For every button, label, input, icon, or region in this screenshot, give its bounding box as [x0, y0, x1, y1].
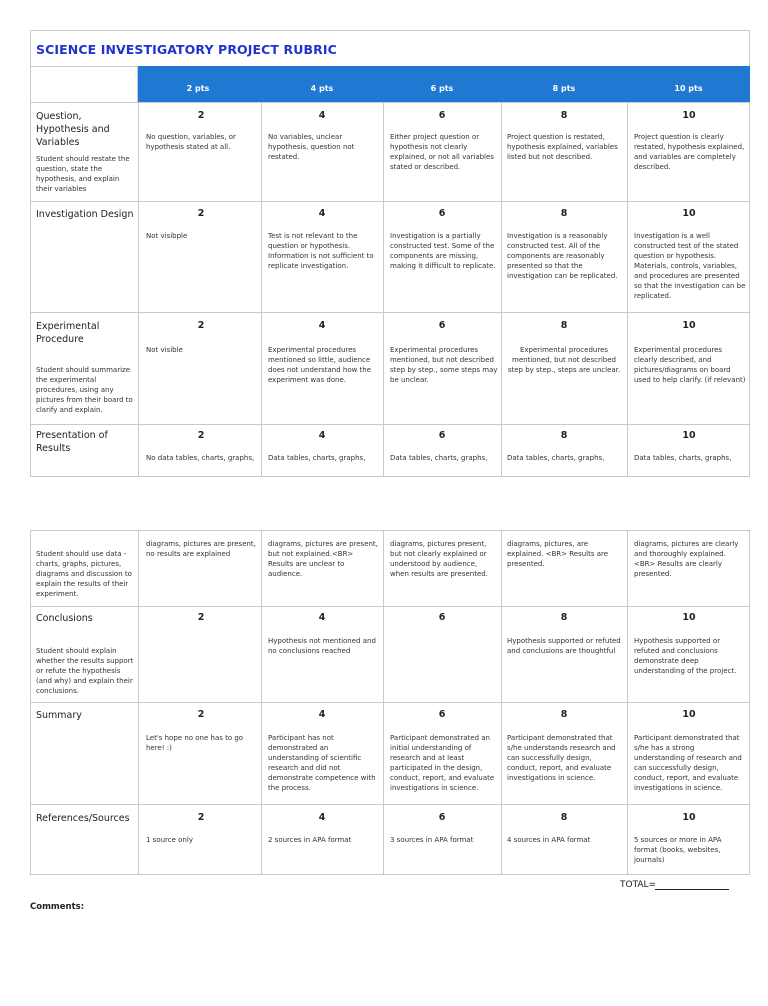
cell-question-10pts: Project question is clearly restated, hypothesis explained, and variables are completely described. [634, 133, 745, 171]
cell-summary-4pts: Participant has not demonstrated an understanding of scientific research and did not demonstrate competence with the process. [268, 734, 376, 792]
score-2: 2 [197, 430, 205, 441]
criterion-title-procedure: Experimental Procedure [36, 321, 100, 345]
score-4: 4 [318, 612, 326, 623]
criterion-desc-conclusions: Student should explain whether the results support or refute the hypothesis (and why) and explain their conclusions. [36, 647, 134, 695]
score-8: 8 [560, 110, 568, 121]
score-6: 6 [438, 208, 446, 219]
score-6: 6 [438, 430, 446, 441]
score-10: 10 [682, 110, 696, 121]
total-blank-line[interactable] [655, 889, 729, 890]
cell-presentation-cont-10pts: diagrams, pictures are clearly and thoroughly explained.<BR> Results are clearly presented. [634, 540, 739, 578]
column-divider [383, 530, 384, 805]
cell-procedure-8pts: Experimental procedures mentioned, but not described step by step., steps are unclear. [507, 346, 621, 374]
rubric-title: SCIENCE INVESTIGATORY PROJECT RUBRIC [36, 42, 337, 57]
cell-question-2pts: No question, variables, or hypothesis stated at all. [146, 133, 236, 151]
criterion-desc-procedure: Student should summarize the experimental procedures, using any pictures from their board to clarify and explain. [36, 366, 133, 414]
score-2: 2 [197, 709, 205, 720]
score-8: 8 [560, 709, 568, 720]
total-label: TOTAL= [620, 880, 657, 890]
cell-procedure-2pts: Not visible [146, 346, 183, 354]
score-8: 8 [560, 430, 568, 441]
cell-references-6pts: 3 sources in APA format [390, 836, 474, 844]
cell-summary-2pts: Let's hope no one has to go here! :) [146, 734, 244, 752]
column-divider [30, 805, 31, 874]
column-divider [627, 530, 628, 805]
header-2pts: 2 pts [186, 84, 210, 93]
criterion-title-presentation: Presentation of Results [36, 430, 108, 454]
score-8: 8 [560, 812, 568, 823]
cell-conclusions-10pts: Hypothesis supported or refuted and conclusions demonstrate deep understanding of the project. [634, 637, 737, 675]
column-divider [501, 530, 502, 805]
cell-summary-8pts: Participant demonstrated that s/he understands research and can successfully design, conduct, report, and evaluate investigations in science. [507, 734, 616, 782]
cell-conclusions-8pts: Hypothesis supported or refuted and conclusions are thoughtful [507, 637, 621, 655]
criterion-desc-presentation: Student should use data - charts, graphs, pictures, diagrams and discussion to explain the results of their experiment. [36, 550, 132, 598]
column-divider [138, 102, 139, 477]
criterion-title-design: Investigation Design [36, 209, 134, 220]
criterion-title-question: Question, Hypothesis and Variables [36, 111, 110, 148]
score-2: 2 [197, 320, 205, 331]
cell-summary-6pts: Participant demonstrated an initial understanding of research and at least participated in the design, conduct, report, and evaluate investigations in science. [390, 734, 495, 792]
score-4: 4 [318, 110, 326, 121]
cell-procedure-4pts: Experimental procedures mentioned so little, audience does not understand how the experiment was done. [268, 346, 372, 384]
criterion-title-conclusions: Conclusions [36, 613, 93, 624]
score-8: 8 [560, 208, 568, 219]
cell-references-2pts: 1 source only [146, 836, 193, 844]
criterion-desc-question: Student should restate the question, state the hypothesis, and explain their variables [36, 155, 130, 193]
comments-label: Comments: [30, 902, 85, 912]
score-10: 10 [682, 812, 696, 823]
header-4pts: 4 pts [310, 84, 334, 93]
cell-design-8pts: Investigation is a reasonably constructed test. All of the components are reasonably presented so that the investigation can be replicated. [507, 232, 618, 280]
score-2: 2 [197, 612, 205, 623]
score-4: 4 [318, 430, 326, 441]
cell-references-8pts: 4 sources in APA format [507, 836, 591, 844]
cell-presentation-4pts: Data tables, charts, graphs, [268, 454, 366, 462]
cell-design-4pts: Test is not relevant to the question or hypothesis. Information is not sufficient to replicate investigation. [268, 232, 374, 270]
cell-question-4pts: No variables, unclear hypothesis, question not restated. [268, 133, 355, 161]
column-divider [261, 530, 262, 805]
row-divider [30, 874, 750, 875]
header-blank-cell [30, 66, 138, 102]
score-4: 4 [318, 208, 326, 219]
cell-question-8pts: Project question is restated, hypothesis explained, variables listed but not described. [507, 133, 618, 161]
cell-presentation-6pts: Data tables, charts, graphs, [390, 454, 488, 462]
score-6: 6 [438, 812, 446, 823]
column-divider [501, 102, 502, 477]
score-8: 8 [560, 320, 568, 331]
cell-presentation-10pts: Data tables, charts, graphs, [634, 454, 732, 462]
score-4: 4 [318, 812, 326, 823]
header-8pts: 8 pts [552, 84, 576, 93]
criterion-title-summary: Summary [36, 710, 82, 721]
score-4: 4 [318, 709, 326, 720]
score-2: 2 [197, 812, 205, 823]
cell-procedure-6pts: Experimental procedures mentioned, but not described step by step., some steps may be unclear. [390, 346, 498, 384]
score-8: 8 [560, 612, 568, 623]
cell-conclusions-4pts: Hypothesis not mentioned and no conclusions reached [268, 637, 376, 655]
cell-references-10pts: 5 sources or more in APA format (books, websites, journals) [634, 836, 722, 864]
column-divider [261, 102, 262, 477]
column-divider [627, 805, 628, 874]
cell-question-6pts: Either project question or hypothesis not clearly explained, or not all variables stated or described. [390, 133, 494, 171]
score-6: 6 [438, 709, 446, 720]
cell-presentation-cont-8pts: diagrams, pictures, are explained. <BR> Results are presented. [507, 540, 609, 568]
cell-references-4pts: 2 sources in APA format [268, 836, 352, 844]
cell-presentation-2pts: No data tables, charts, graphs, [146, 454, 255, 462]
cell-presentation-8pts: Data tables, charts, graphs, [507, 454, 605, 462]
cell-presentation-cont-6pts: diagrams, pictures present, but not clearly explained or understood by audience, when results are presented. [390, 540, 488, 578]
header-10pts: 10 pts [674, 84, 703, 93]
column-divider [138, 805, 139, 874]
cell-procedure-10pts: Experimental procedures clearly described, and pictures/diagrams on board used to help clarify. (if relevant) [634, 346, 746, 384]
column-divider [749, 805, 750, 874]
score-10: 10 [682, 320, 696, 331]
score-6: 6 [438, 110, 446, 121]
score-10: 10 [682, 612, 696, 623]
score-2: 2 [197, 208, 205, 219]
cell-design-6pts: Investigation is a partially constructed test. Some of the components are missing, making it difficult to replicate. [390, 232, 496, 270]
cell-design-2pts: Not visibple [146, 232, 188, 240]
score-10: 10 [682, 709, 696, 720]
cell-presentation-cont-4pts: diagrams, pictures are present, but not explained.<BR> Results are unclear to audience. [268, 540, 378, 578]
column-divider [627, 102, 628, 477]
cell-design-10pts: Investigation is a well constructed test of the stated question or hypothesis. Materials, controls, variables, and procedures are presented so that the investigation can be replicated. [634, 232, 746, 300]
column-divider [261, 805, 262, 874]
column-divider [383, 102, 384, 477]
column-divider [383, 805, 384, 874]
score-10: 10 [682, 208, 696, 219]
score-2: 2 [197, 110, 205, 121]
criterion-title-references: References/Sources [36, 813, 130, 824]
column-divider [501, 805, 502, 874]
column-divider [138, 530, 139, 805]
header-row [30, 66, 750, 102]
score-4: 4 [318, 320, 326, 331]
score-6: 6 [438, 612, 446, 623]
header-6pts: 6 pts [430, 84, 454, 93]
cell-presentation-cont-2pts: diagrams, pictures are present, no results are explained [146, 540, 256, 558]
score-10: 10 [682, 430, 696, 441]
score-6: 6 [438, 320, 446, 331]
cell-summary-10pts: Participant demonstrated that s/he has a strong understanding of research and can successfully design, conduct, report, and evaluate investigations in science. [634, 734, 742, 792]
